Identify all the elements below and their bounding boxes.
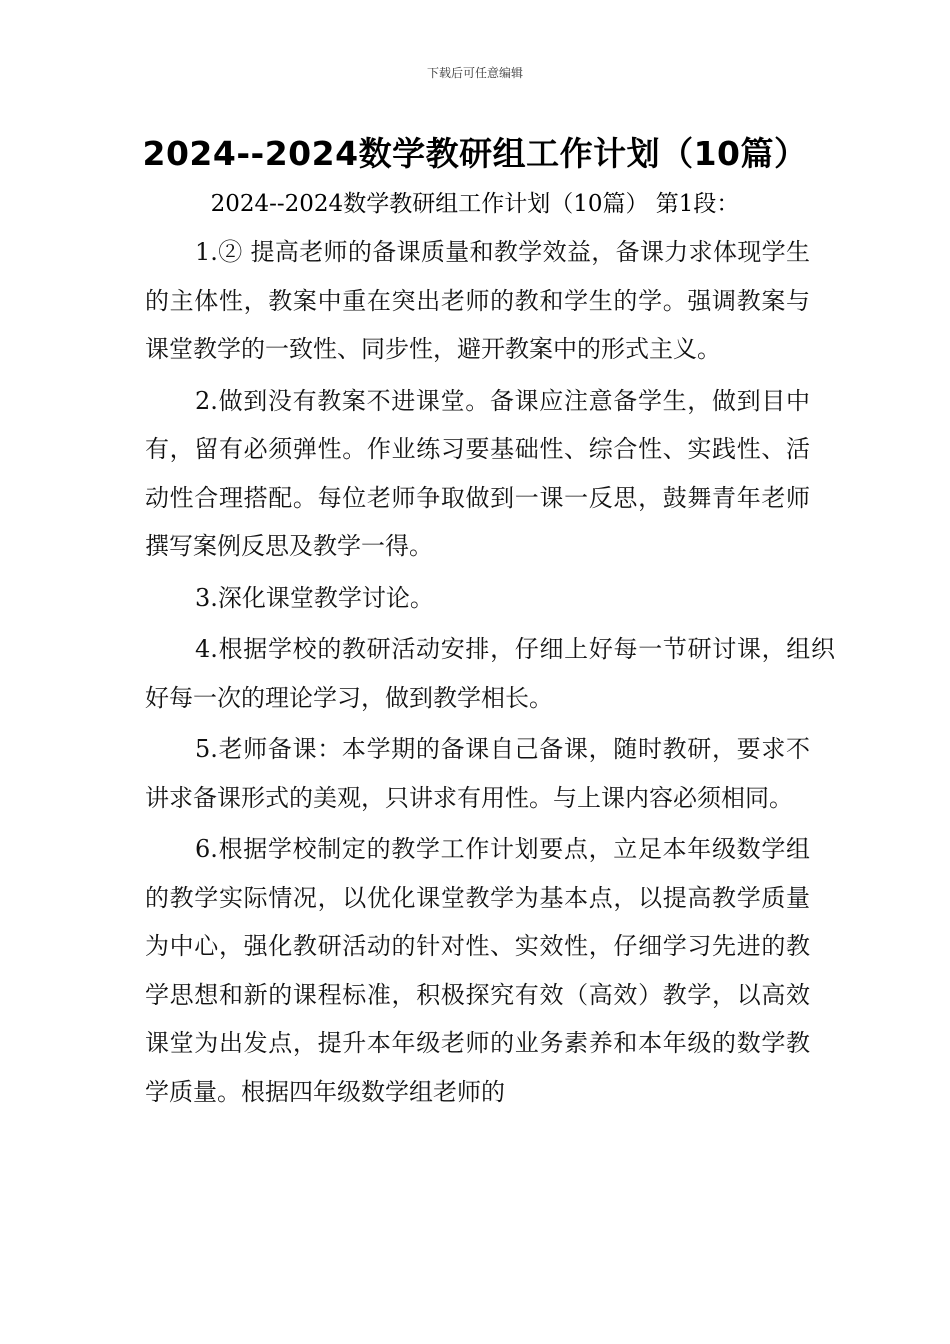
page-header-note: 下载后可任意编辑 xyxy=(426,66,523,80)
paragraph-1: 1.② 提高老师的备课质量和教学效益，备课力求体现学生的主体性，教案中重在突出老师的教和学生的学。强调教案与课堂教学的一致性、同步性，避开教案中的形式主义。 xyxy=(145,238,810,363)
document-subtitle: 2024--2024数学教研组工作计划（10篇） 第1段： xyxy=(210,191,740,217)
paragraph-2: 2.做到没有教案不进课堂。备课应注意备学生，做到目中有，留有必须弹性。作业练习要基础性、综合性、实践性、活动性合理搭配。每位老师争取做到一课一反思，鼓舞青年老师撰写案例反思及教学一得。 xyxy=(145,386,810,560)
document-title: 2024--2024数学教研组工作计划（10篇） xyxy=(142,134,808,173)
paragraph-3: 3.深化课堂教学讨论。 xyxy=(195,583,434,612)
paragraph-6: 6.根据学校制定的教学工作计划要点，立足本年级数学组的教学实际情况，以优化课堂教学为基本点，以提高教学质量为中心，强化教研活动的针对性、实效性，仔细学习先进的教学思想和新的课程标准，积极探究有效（高效）教学，以高效课堂为出发点，提升本年级老师的业务素养和本年级的数学教学质量。根据四年级数学组老师的 xyxy=(145,835,810,1106)
paragraph-5: 5.老师备课：本学期的备课自己备课，随时教研，要求不讲求备课形式的美观，只讲求有用性。与上课内容必须相同。 xyxy=(145,735,810,812)
paragraph-4: 4.根据学校的教研活动安排，仔细上好每一节研讨课，组织好每一次的理论学习，做到教学相长。 xyxy=(145,635,835,712)
document-body xyxy=(145,228,835,1119)
